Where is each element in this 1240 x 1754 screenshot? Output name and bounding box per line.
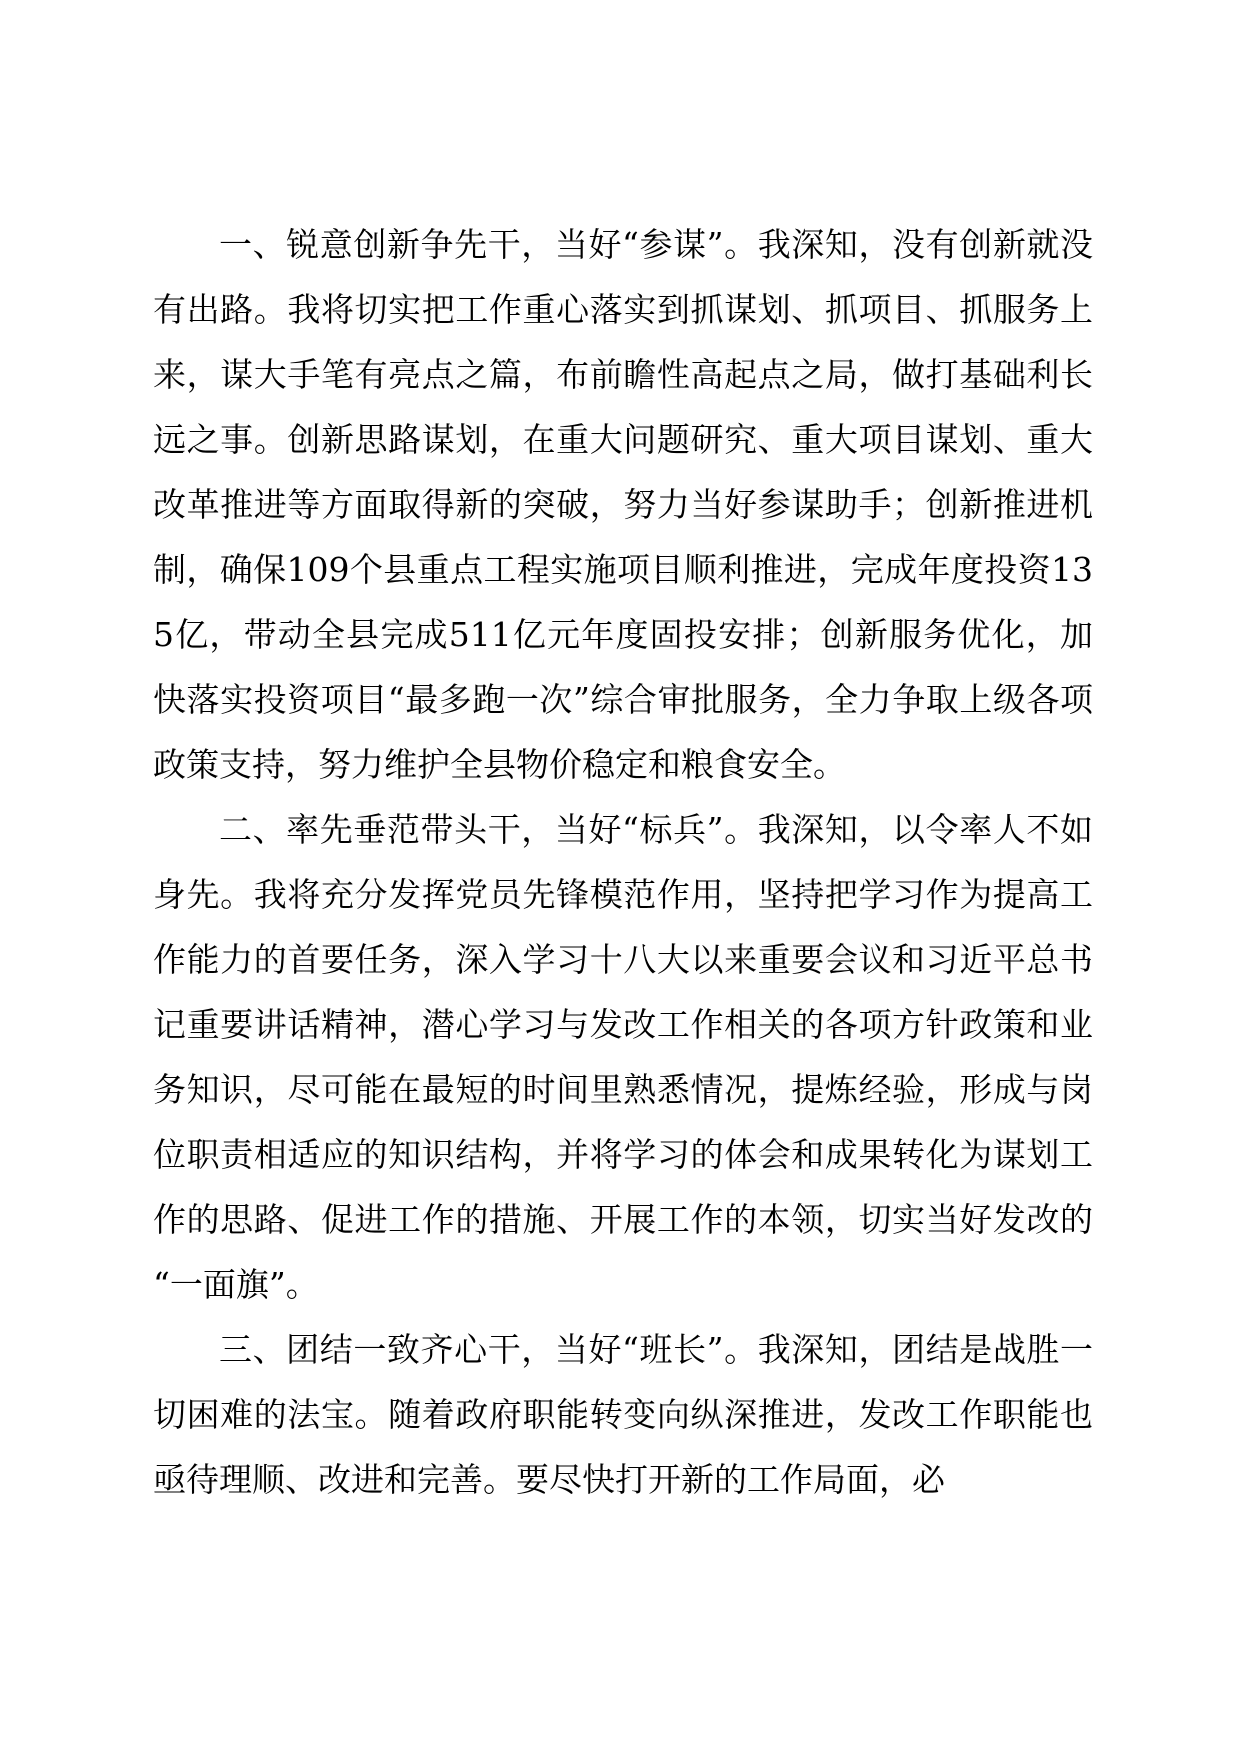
paragraph-1: 一、锐意创新争先干，当好“参谋”。我深知，没有创新就没有出路。我将切实把工作重心落实到抓谋划、抓项目、抓服务上来，谋大手笔有亮点之篇，布前瞻性高起点之局，做打基础利长远之事。创新思路谋划，在重大问题研究、重大项目谋划、重大改革推进等方面取得新的突破，努力当好参谋助手；创新推进机制，确保109个县重点工程实施项目顺利推进，完成年度投资135亿，带动全县完成511亿元年度固投安排；创新服务优化，加快落实投资项目“最多跑一次”综合审批服务，全力争取上级各项政策支持，努力维护全县物价稳定和粮食安全。 [153,225,1093,784]
document-body [153,212,1093,1512]
paragraph-2: 二、率先垂范带头干，当好“标兵”。我深知，以令率人不如身先。我将充分发挥党员先锋模范作用，坚持把学习作为提高工作能力的首要任务，深入学习十八大以来重要会议和习近平总书记重要讲话精神，潜心学习与发改工作相关的各项方针政策和业务知识，尽可能在最短的时间里熟悉情况，提炼经验，形成与岗位职责相适应的知识结构，并将学习的体会和成果转化为谋划工作的思路、促进工作的措施、开展工作的本领，切实当好发改的“一面旗”。 [153,810,1093,1304]
paragraph-3: 三、团结一致齐心干，当好“班长”。我深知，团结是战胜一切困难的法宝。随着政府职能转变向纵深推进，发改工作职能也亟待理顺、改进和完善。要尽快打开新的工作局面，必 [153,1330,1093,1499]
